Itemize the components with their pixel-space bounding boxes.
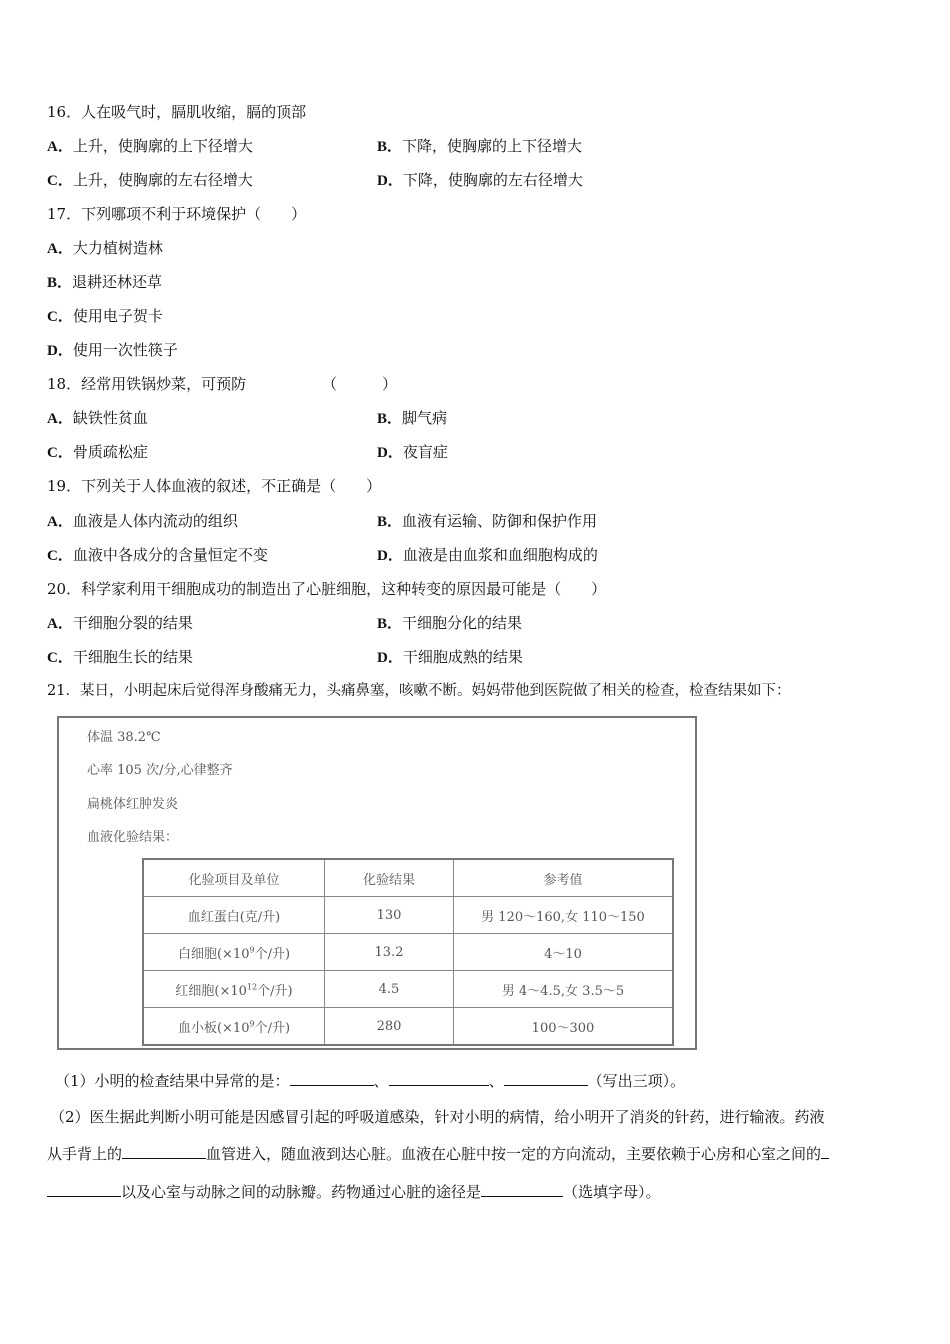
header-item: 化验项目及单位 [143,859,325,897]
q16-option-c: C．上升，使胸廓的左右径增大 [47,171,253,189]
q17-option-d: D．使用一次性筷子 [47,341,178,359]
q20-option-a: A．干细胞分裂的结果 [47,614,193,632]
header-result: 化验结果 [325,859,454,897]
q18-option-b: B．脚气病 [377,409,448,427]
q21-sub2-line2: 从手背上的 血管进入，随血液到达心脏。血液在心脏中按一定的方向流动，主要依赖于心房和心室之间的 [47,1144,829,1164]
cell-result: 130 [325,897,454,934]
table-row [143,971,673,1008]
q19-option-a: A．血液是人体内流动的组织 [47,512,238,530]
q21-stem: 21．某日，小明起床后觉得浑身酸痛无力，头痛鼻塞，咳嗽不断。妈妈带他到医院做了相关的检查，检查结果如下： [47,683,791,699]
q19-option-b: B．血液有运输、防御和保护作用 [377,512,598,530]
q16-option-b: B．下降，使胸廓的上下径增大 [377,137,583,155]
q18-option-c: C．骨质疏松症 [47,443,148,461]
table-row [143,1008,673,1046]
q17-stem: 17．下列哪项不利于环境保护（ ） [47,205,307,223]
q20-stem: 20．科学家利用干细胞成功的制造出了心脏细胞，这种转变的原因最可能是（ ） [47,580,607,598]
cell-result: 280 [325,1008,454,1046]
q19-stem: 19．下列关于人体血液的叙述，不正确是（ ） [47,477,382,495]
q16-stem: 16．人在吸气时，膈肌收缩，膈的顶部 [47,103,307,121]
table-header-row [143,859,673,897]
cell-reference: 男 4～4.5,女 3.5～5 [454,971,674,1008]
q16-option-a: A．上升，使胸廓的上下径增大 [47,137,253,155]
answer-blank-valve[interactable] [47,1182,121,1197]
q17-option-a: A．大力植树造林 [47,239,163,257]
q18-option-a: A．缺铁性贫血 [47,409,148,427]
report-blood-test-label: 血液化验结果： [87,830,179,845]
cell-item: 血红蛋白(克/升) [143,897,325,934]
cell-reference: 男 120～160,女 110～150 [454,897,674,934]
answer-blank-vessel[interactable] [122,1144,206,1159]
answer-blank-2[interactable] [389,1071,489,1086]
q16-option-d: D．下降，使胸廓的左右径增大 [377,171,583,189]
q21-sub1: （1）小明的检查结果中异常的是： 、 、 （写出三项）。 [55,1072,686,1090]
q20-option-d: D．干细胞成熟的结果 [377,648,523,666]
q18-option-d: D．夜盲症 [377,443,448,461]
answer-blank-path[interactable] [481,1182,563,1197]
cell-reference: 4～10 [454,934,674,971]
cell-item: 红细胞($\times 10^{12}$个/升) [143,971,325,1008]
table-row [143,934,673,971]
lab-report-figure [57,716,697,1050]
answer-blank-3[interactable] [504,1071,588,1086]
cell-reference: 100～300 [454,1008,674,1046]
report-temperature: 体温 38.2℃ [87,730,161,745]
q20-option-b: B．干细胞分化的结果 [377,614,523,632]
q19-option-d: D．血液是由血浆和血细胞构成的 [377,546,598,564]
report-heart-rate: 心率 105 次/分,心律整齐 [87,763,233,778]
q17-option-b: B．退耕还林还草 [47,273,163,291]
table-row [143,897,673,934]
q18-stem: 18．经常用铁锅炒菜，可预防 [47,375,247,393]
blood-test-table [142,858,674,1046]
cell-item: 白细胞($\times 10^9$个/升) [143,934,325,971]
cell-result: 13.2 [325,934,454,971]
answer-blank-valve-start[interactable] [821,1144,829,1159]
cell-result: 4.5 [325,971,454,1008]
q17-option-c: C．使用电子贺卡 [47,307,163,325]
report-tonsils: 扁桃体红肿发炎 [87,797,179,812]
q21-sub2-line1: （2）医生据此判断小明可能是因感冒引起的呼吸道感染，针对小明的病情，给小明开了消炎的针药，进行输液。药液 [50,1108,825,1126]
answer-blank-1[interactable] [290,1071,374,1086]
q19-option-c: C．血液中各成分的含量恒定不变 [47,546,268,564]
q20-option-c: C．干细胞生长的结果 [47,648,193,666]
q18-paren: （ ） [322,375,398,393]
q21-sub2-line3: 以及心室与动脉之间的动脉瓣。药物通过心脏的途径是 （选填字母）。 [47,1182,661,1202]
header-reference: 参考值 [454,859,674,897]
cell-item: 血小板($\times 10^9$个/升) [143,1008,325,1046]
